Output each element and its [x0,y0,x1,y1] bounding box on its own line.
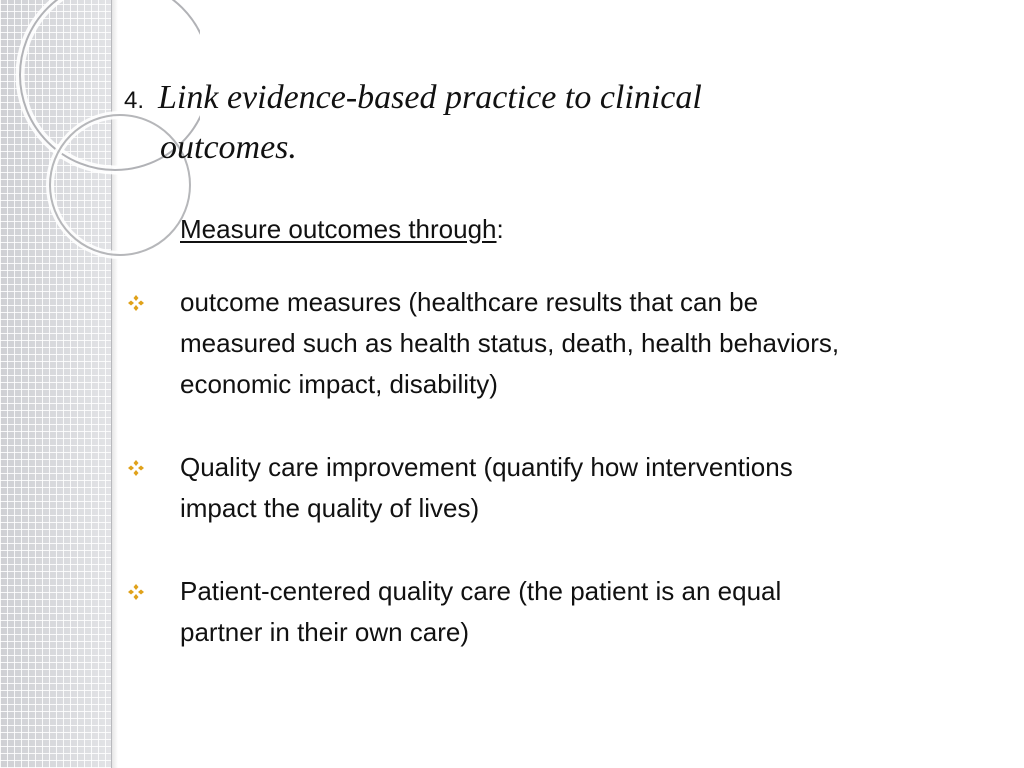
title-line-2: outcomes. [160,129,297,166]
subheading-colon: : [496,214,504,244]
bullet-item [124,571,964,653]
bullet-line: measured such as health status, death, health behaviors, [180,328,840,358]
title-line-1: Link evidence-based practice to clinical [158,79,702,116]
slide-title [124,76,904,170]
bullet-line: outcome measures (healthcare results that can be [180,287,759,317]
bullet-item [124,282,964,405]
four-diamond-bullet-icon [126,447,146,488]
bullet-line: economic impact, disability) [180,369,498,399]
title-number: 4. [124,87,145,114]
subheading [180,214,504,245]
bullet-line: Patient-centered quality care (the patient is an equal [180,576,782,606]
bullet-item [124,447,964,529]
bullet-line: partner in their own care) [180,617,470,647]
bullet-line: impact the quality of lives) [180,493,480,523]
subheading-text: Measure outcomes through [180,214,497,244]
four-diamond-bullet-icon [126,571,146,612]
bullet-line: Quality care improvement (quantify how interventions [180,452,793,482]
bullet-list [124,282,964,695]
four-diamond-bullet-icon [126,282,146,323]
